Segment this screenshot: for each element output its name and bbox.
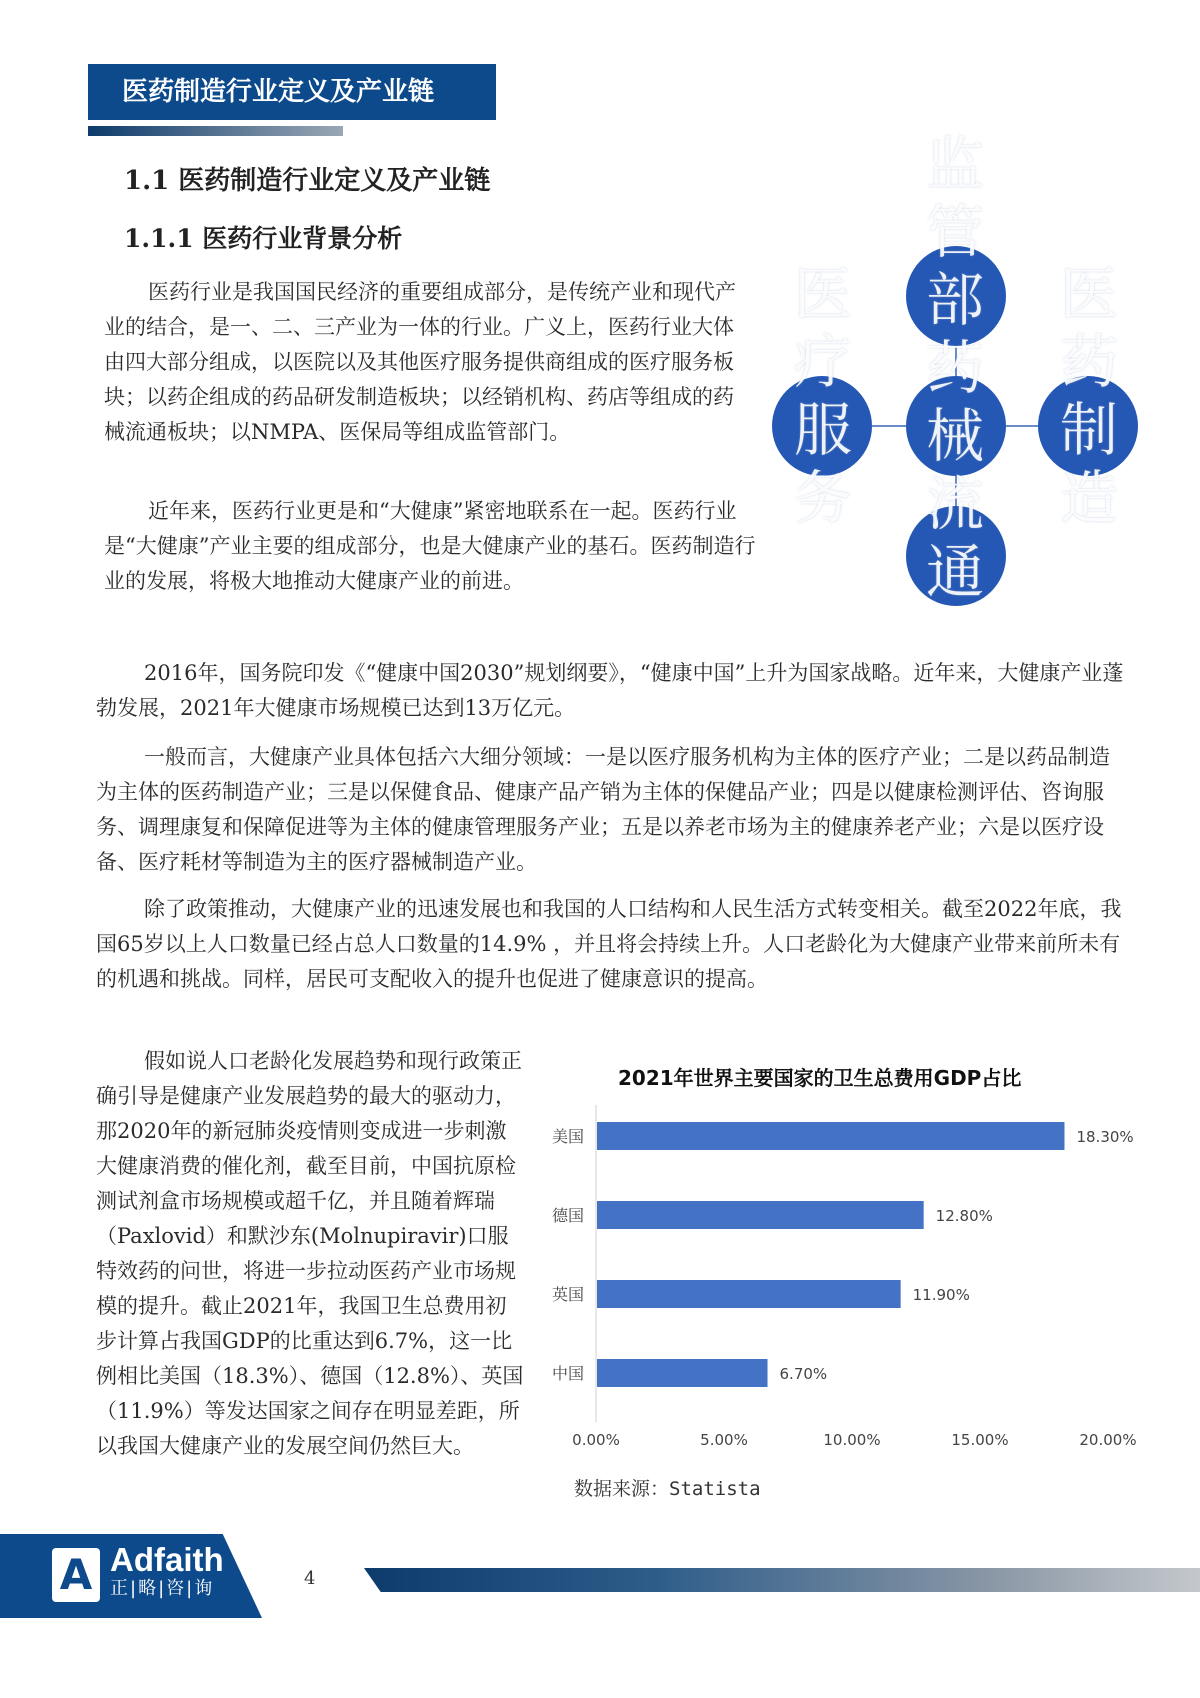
adfaith-logo-icon: A <box>52 1548 100 1602</box>
x-tick-label: 5.00% <box>700 1431 748 1449</box>
bar-value-label: 12.80% <box>935 1207 993 1225</box>
paragraph-3: 2016年，国务院印发《“健康中国2030”规划纲要》，“健康中国”上升为国家战略。近年来，大健康产业蓬勃发展，2021年大健康市场规模已达到13万亿元。 <box>96 661 1124 720</box>
bar-chart-svg <box>528 1050 1148 1460</box>
chart-title: 2021年世界主要国家的卫生总费用GDP占比 <box>618 1066 1022 1090</box>
label-regulation-distribution: 监 管 部 药 械 流 通 <box>926 130 985 606</box>
logo-name: Adfaith <box>110 1541 224 1578</box>
page-number: 4 <box>304 1568 316 1589</box>
bar <box>597 1359 768 1387</box>
category-label: 英国 <box>551 1285 584 1304</box>
paragraph-2: 近年来，医药行业更是和“大健康”紧密地联系在一起。医药行业是“大健康”产业主要的组成部分，也是大健康产业的基石。医药制造行业的发展，将极大地推动大健康产业的前进。 <box>104 499 756 593</box>
chart-source: 数据来源：Statista <box>574 1478 761 1500</box>
industry-chain-diagram <box>770 130 1150 730</box>
x-tick-label: 10.00% <box>823 1431 881 1449</box>
paragraph-6: 假如说人口老龄化发展趋势和现行政策正确引导是健康产业发展趋势的最大的驱动力，那2020年的新冠肺炎疫情则变成进一步刺激大健康消费的催化剂，截至目前，中国抗原检测试剂盒市场规模或超千亿，并且随着辉瑞（Paxlovid）和默沙东(Molnupiravir)口服特效药的问世，将进一步拉动医药产业市场规模的提升。截止2021年，我国卫生总费用初步计算占我国GDP的比重达到6.7%，这一比例相比美国（18.3%）、德国（12.8%）、英国（11.9%）等发达国家之间存在明显差距，所以我国大健康产业的发展空间仍然巨大。 <box>96 1049 524 1458</box>
section-banner: 医药制造行业定义及产业链 <box>88 64 496 120</box>
logo-subtitle: 正|略|咨|询 <box>110 1578 215 1599</box>
label-pharma-manufacturing: 医 药 制 造 <box>1060 260 1119 532</box>
connector-left <box>872 425 906 427</box>
paragraph-4: 一般而言，大健康产业具体包括六大细分领域：一是以医疗服务机构为主体的医疗产业；二是以药品制造为主体的医药制造产业；三是以保健食品、健康产品产销为主体的保健品产业；四是以健康检测评估、咨询服务、调理康复和保障促进等为主体的健康管理服务产业；五是以养老市场为主的健康养老产业；六是以医疗设备、医疗耗材等制造为主的医疗器械制造产业。 <box>96 745 1110 874</box>
bar <box>597 1122 1064 1150</box>
paragraph-5: 除了政策推动，大健康产业的迅速发展也和我国的人口结构和人民生活方式转变相关。截至2022年底，我国65岁以上人口数量已经占总人口数量的14.9% ，并且将会持续上升。人口老龄化为大健康产业带来前所未有的机遇和挑战。同样，居民可支配收入的提升也促进了健康意识的提高。 <box>96 897 1122 991</box>
label-medical-service: 医 疗 服 务 <box>794 260 853 532</box>
category-label: 美国 <box>551 1127 584 1146</box>
bar-value-label: 6.70% <box>779 1365 828 1383</box>
x-tick-label: 0.00% <box>572 1431 620 1449</box>
bar-value-label: 18.30% <box>1076 1128 1134 1146</box>
banner-underline <box>88 126 343 136</box>
heading-1-1: 1.1 医药制造行业定义及产业链 <box>124 166 491 196</box>
bar <box>597 1201 924 1229</box>
connector-right <box>1006 425 1038 427</box>
gdp-health-expenditure-chart <box>528 1050 1148 1510</box>
footer-bar <box>364 1568 1200 1592</box>
category-label: 中国 <box>551 1364 584 1383</box>
heading-1-1-1: 1.1.1 医药行业背景分析 <box>124 224 403 253</box>
category-label: 德国 <box>551 1206 584 1225</box>
bar <box>597 1280 901 1308</box>
x-tick-label: 20.00% <box>1079 1431 1137 1449</box>
x-tick-label: 15.00% <box>951 1431 1009 1449</box>
paragraph-1: 医药行业是我国国民经济的重要组成部分，是传统产业和现代产业的结合，是一、二、三产业为一体的行业。广义上，医药行业大体由四大部分组成，以医院以及其他医疗服务提供商组成的医疗服务板块；以药企组成的药品研发制造板块；以经销机构、药店等组成的药械流通板块；以NMPA、医保局等组成监管部门。 <box>104 280 736 444</box>
bar-value-label: 11.90% <box>912 1286 970 1304</box>
